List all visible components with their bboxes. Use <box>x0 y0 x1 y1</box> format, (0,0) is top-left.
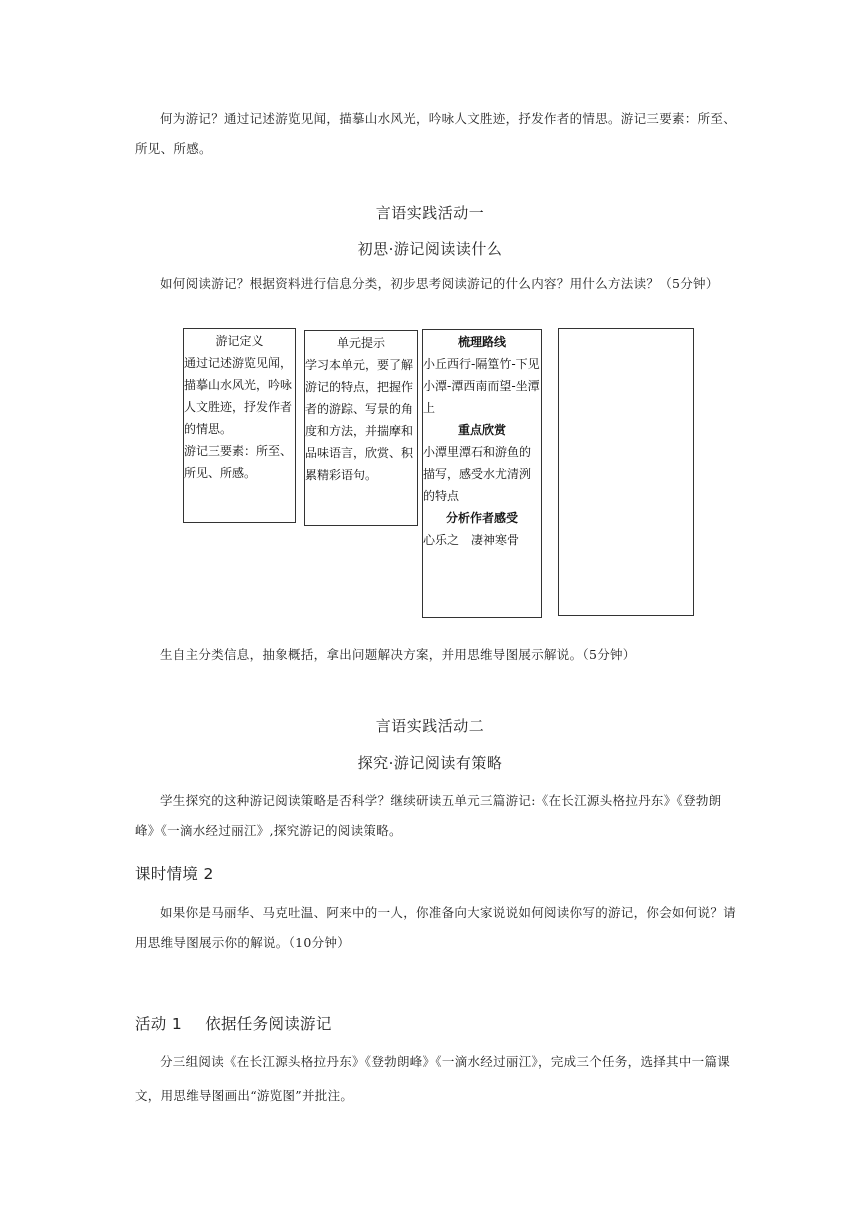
activity1-subtitle: 初思·游记阅读读什么 <box>357 240 503 258</box>
activity1-followup: 生自主分类信息，抽象概括，拿出问题解决方案，并用思维导图展示解说。（5分钟） <box>160 647 636 662</box>
card-outline-title3: 分析作者感受 <box>445 511 518 525</box>
card-definition-body1: 通过记述游览见闻，描摹山水风光，吟咏人文胜迹，抒发作者的情思。 <box>184 356 293 436</box>
activity2-subtitle: 探究·游记阅读有策略 <box>357 754 503 772</box>
card-definition <box>183 328 296 523</box>
task-heading-text: 依据任务阅读游记 <box>205 1015 332 1033</box>
card-empty <box>558 328 694 616</box>
situation-heading-text: 课时情境 <box>135 865 199 883</box>
card-outline-title1: 梳理路线 <box>457 335 506 349</box>
card-unit-tips <box>304 330 418 526</box>
card-outline-body1: 小丘西行-隔篁竹-下见小潭-潭西南而望-坐潭上 <box>423 357 540 415</box>
task-body: 分三组阅读《在长江源头格拉丹东》《登勃朗峰》《一滴水经过丽江》，完成三个任务，选择其中一篇课文，用思维导图画出“游览图”并批注。 <box>135 1054 731 1103</box>
card-outline <box>422 329 542 618</box>
activity1-prompt: 如何阅读游记？根据资料进行信息分类，初步思考阅读游记的什么内容？用什么方法读？（5分钟） <box>160 276 719 291</box>
card-outline-title2: 重点欣赏 <box>457 423 506 437</box>
card-outline-body3: 心乐之 凄神寒骨 <box>423 533 520 547</box>
card-outline-body2: 小潭里潭石和游鱼的描写，感受水尤清洌的特点 <box>423 445 532 503</box>
activity2-title: 言语实践活动二 <box>375 717 485 735</box>
task-heading-label: 活动 <box>135 1015 167 1033</box>
situation-heading-num: 2 <box>203 865 214 883</box>
situation-body: 如果你是马丽华、马克吐温、阿来中的一人，你准备向大家说说如何阅读你写的游记，你会如何说？请用思维导图展示你的解说。（10分钟） <box>135 905 737 950</box>
card-definition-body2: 游记三要素：所至、所见、所感。 <box>184 444 293 480</box>
activity1-title: 言语实践活动一 <box>375 204 485 222</box>
situation-heading <box>135 862 214 884</box>
activity2-prompt: 学生探究的这种游记阅读策略是否科学？继续研读五单元三篇游记:《在长江源头格拉丹东》《登勃朗峰》《一滴水经过丽江》,探究游记的阅读策略。 <box>135 793 722 838</box>
card-unit-body: 学习本单元，要了解游记的特点，把握作者的游踪、写景的角度和方法，并揣摩和品味语言，欣赏、积累精彩语句。 <box>305 358 414 482</box>
task-heading-num: 1 <box>171 1015 183 1033</box>
intro-paragraph: 何为游记？通过记述游览见闻，描摹山水风光，吟咏人文胜迹，抒发作者的情思。游记三要素：所至、所见、所感。 <box>135 111 737 156</box>
task-heading <box>135 1012 332 1034</box>
card-unit-title: 单元提示 <box>336 336 385 350</box>
card-definition-title: 游记定义 <box>215 334 264 348</box>
